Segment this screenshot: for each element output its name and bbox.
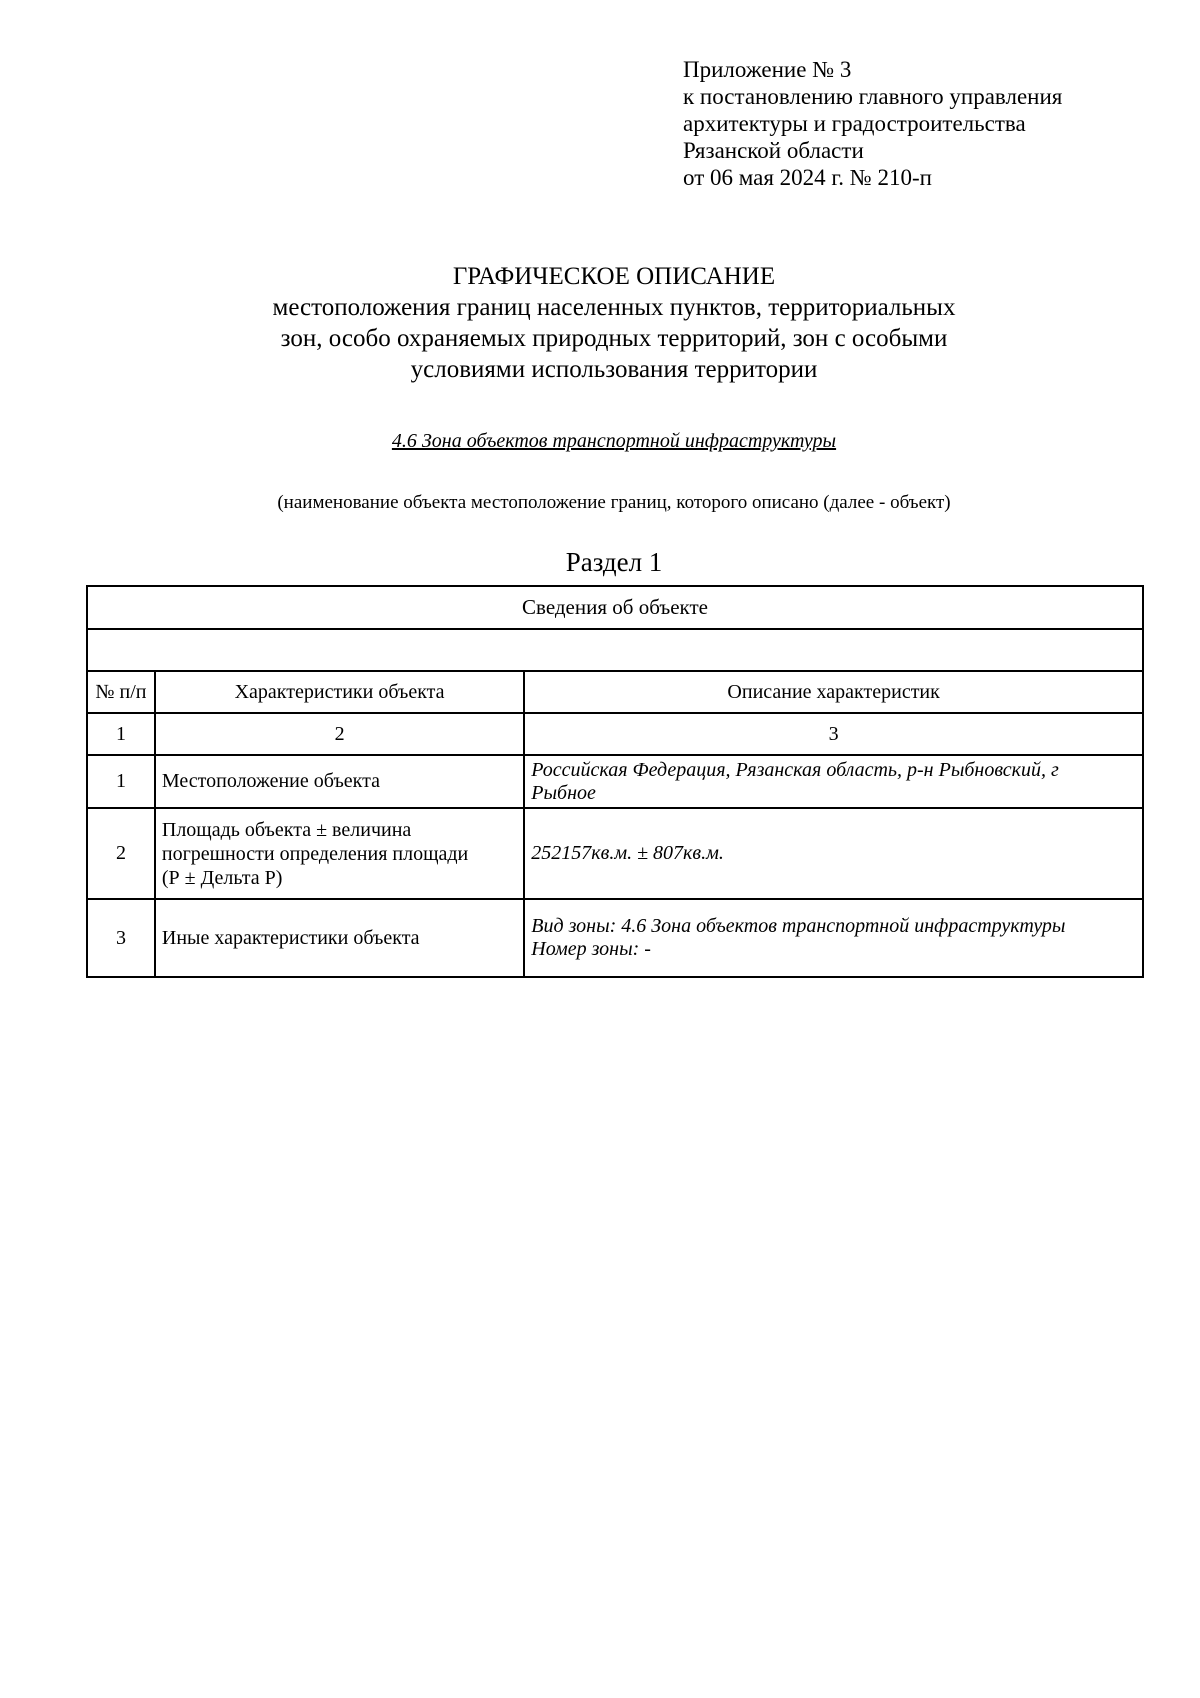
description-line: Номер зоны: -: [531, 938, 651, 960]
table-row: [87, 808, 1143, 899]
object-info-table: [86, 585, 1144, 978]
description-line: Рыбное: [531, 781, 596, 804]
column-header: Описание характеристик: [524, 671, 1143, 713]
characteristic-line: погрешности определения площади: [161, 842, 469, 865]
table-blank-row: [87, 629, 1143, 671]
appendix-line: от 06 мая 2024 г. № 210-п: [683, 165, 932, 190]
title-sub-line: зон, особо охраняемых природных территорий, зон с особыми: [280, 325, 948, 352]
row-number: 1: [87, 755, 155, 808]
row-characteristic: [155, 808, 524, 899]
appendix-line: к постановлению главного управления: [683, 84, 1063, 109]
table-row: [87, 755, 1143, 808]
table-heading-row: [87, 586, 1143, 629]
appendix-line: Приложение № 3: [683, 57, 852, 82]
row-description: [524, 808, 1143, 899]
appendix-block: [683, 56, 1062, 191]
section-title: Раздел 1: [565, 547, 663, 577]
row-characteristic: Иные характеристики объекта: [155, 899, 524, 977]
description-line: Российская Федерация, Рязанская область, р-н Рыбновский, г: [531, 758, 1059, 781]
title-main: ГРАФИЧЕСКОЕ ОПИСАНИЕ: [452, 263, 776, 290]
table-column-number-row: [87, 713, 1143, 755]
appendix-line: архитектуры и градостроительства: [683, 111, 1026, 136]
document-title: [0, 262, 1200, 385]
object-name: [0, 430, 1200, 453]
column-number: 1: [87, 713, 155, 755]
column-header: № п/п: [87, 671, 155, 713]
table-blank-cell: [87, 629, 1143, 671]
characteristic-line: (Р ± Дельта Р): [161, 866, 283, 889]
row-number: 2: [87, 808, 155, 899]
column-header: Характеристики объекта: [155, 671, 524, 713]
table-header-row: [87, 671, 1143, 713]
row-description: [524, 755, 1143, 808]
row-number: 3: [87, 899, 155, 977]
title-sub-line: условиями использования территории: [410, 356, 818, 383]
table-row: [87, 899, 1143, 977]
object-name-text: 4.6 Зона объектов транспортной инфраструктуры: [391, 430, 837, 452]
object-caption: (наименование объекта местоположение границ, которого описано (далее - объект): [277, 492, 951, 513]
title-sub-line: местоположения границ населенных пунктов, территориальных: [272, 294, 956, 321]
row-description: [524, 899, 1143, 977]
description-line: 252157кв.м. ± 807кв.м.: [531, 842, 724, 864]
appendix-line: Рязанской области: [683, 138, 864, 163]
column-number: 3: [524, 713, 1143, 755]
table-heading: Сведения об объекте: [87, 586, 1143, 629]
description-line: Вид зоны: 4.6 Зона объектов транспортной инфраструктуры: [531, 915, 1066, 937]
characteristic-line: Площадь объекта ± величина: [161, 818, 412, 841]
row-characteristic: Местоположение объекта: [155, 755, 524, 808]
column-number: 2: [155, 713, 524, 755]
